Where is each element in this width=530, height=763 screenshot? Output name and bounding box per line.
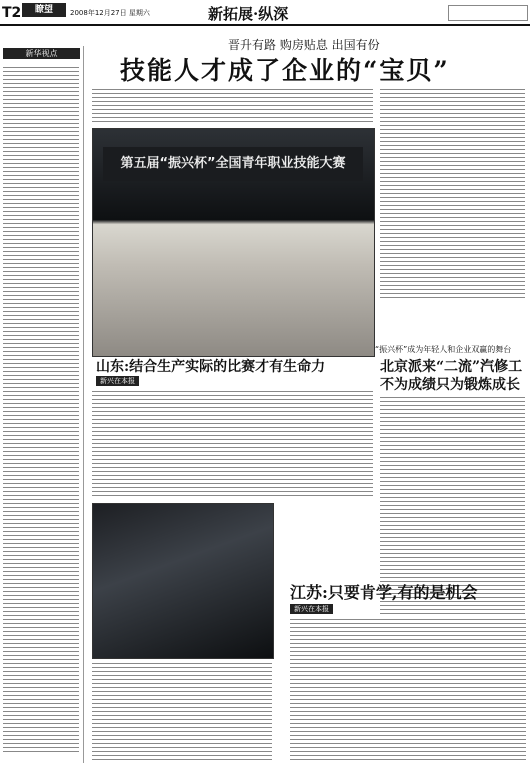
- paper-logo: 瞭望: [22, 3, 66, 17]
- sidebar-text: [3, 64, 79, 754]
- story-beijing-text: [380, 394, 525, 644]
- story-jiangsu-tag: 新兴在本报: [290, 604, 333, 614]
- story-jiangsu-title: 江苏:只要肯学,有的是机会: [290, 583, 478, 602]
- story-jiangsu-text: [290, 616, 526, 761]
- story-shandong-title: 山东:结合生产实际的比赛才有生命力: [96, 359, 326, 375]
- lead-text: [92, 86, 373, 124]
- story-shandong-tag: 新兴在本报: [96, 376, 139, 386]
- issue-date: 2008年12月27日 星期六: [70, 9, 150, 17]
- story-shandong-text: [92, 388, 373, 498]
- photo-banner: 第五届“振兴杯”全国青年职业技能大赛: [103, 147, 363, 181]
- sidebar-title: 新华视点: [3, 48, 80, 59]
- story-beijing-title-1: 北京派来“二流”汽修工: [380, 359, 523, 375]
- headline-kicker: 晋升有路 购房贴息 出国有份: [228, 38, 380, 52]
- header-ad: [448, 5, 528, 21]
- headline: 技能人才成了企业的“宝贝”: [120, 56, 450, 85]
- contest-photo: [92, 128, 375, 357]
- event-photo: [92, 503, 274, 659]
- story-beijing-title-2: 不为成绩只为锻炼成长: [380, 377, 520, 393]
- story-beijing-kicker: “振兴杯”成为年轻人和企业双赢的舞台: [375, 345, 512, 354]
- left-column: [0, 46, 84, 763]
- page-code: T2: [2, 5, 22, 21]
- photo2-text: [92, 660, 272, 760]
- right-column-top: [380, 86, 525, 301]
- section-title: 新拓展·纵深: [208, 5, 289, 23]
